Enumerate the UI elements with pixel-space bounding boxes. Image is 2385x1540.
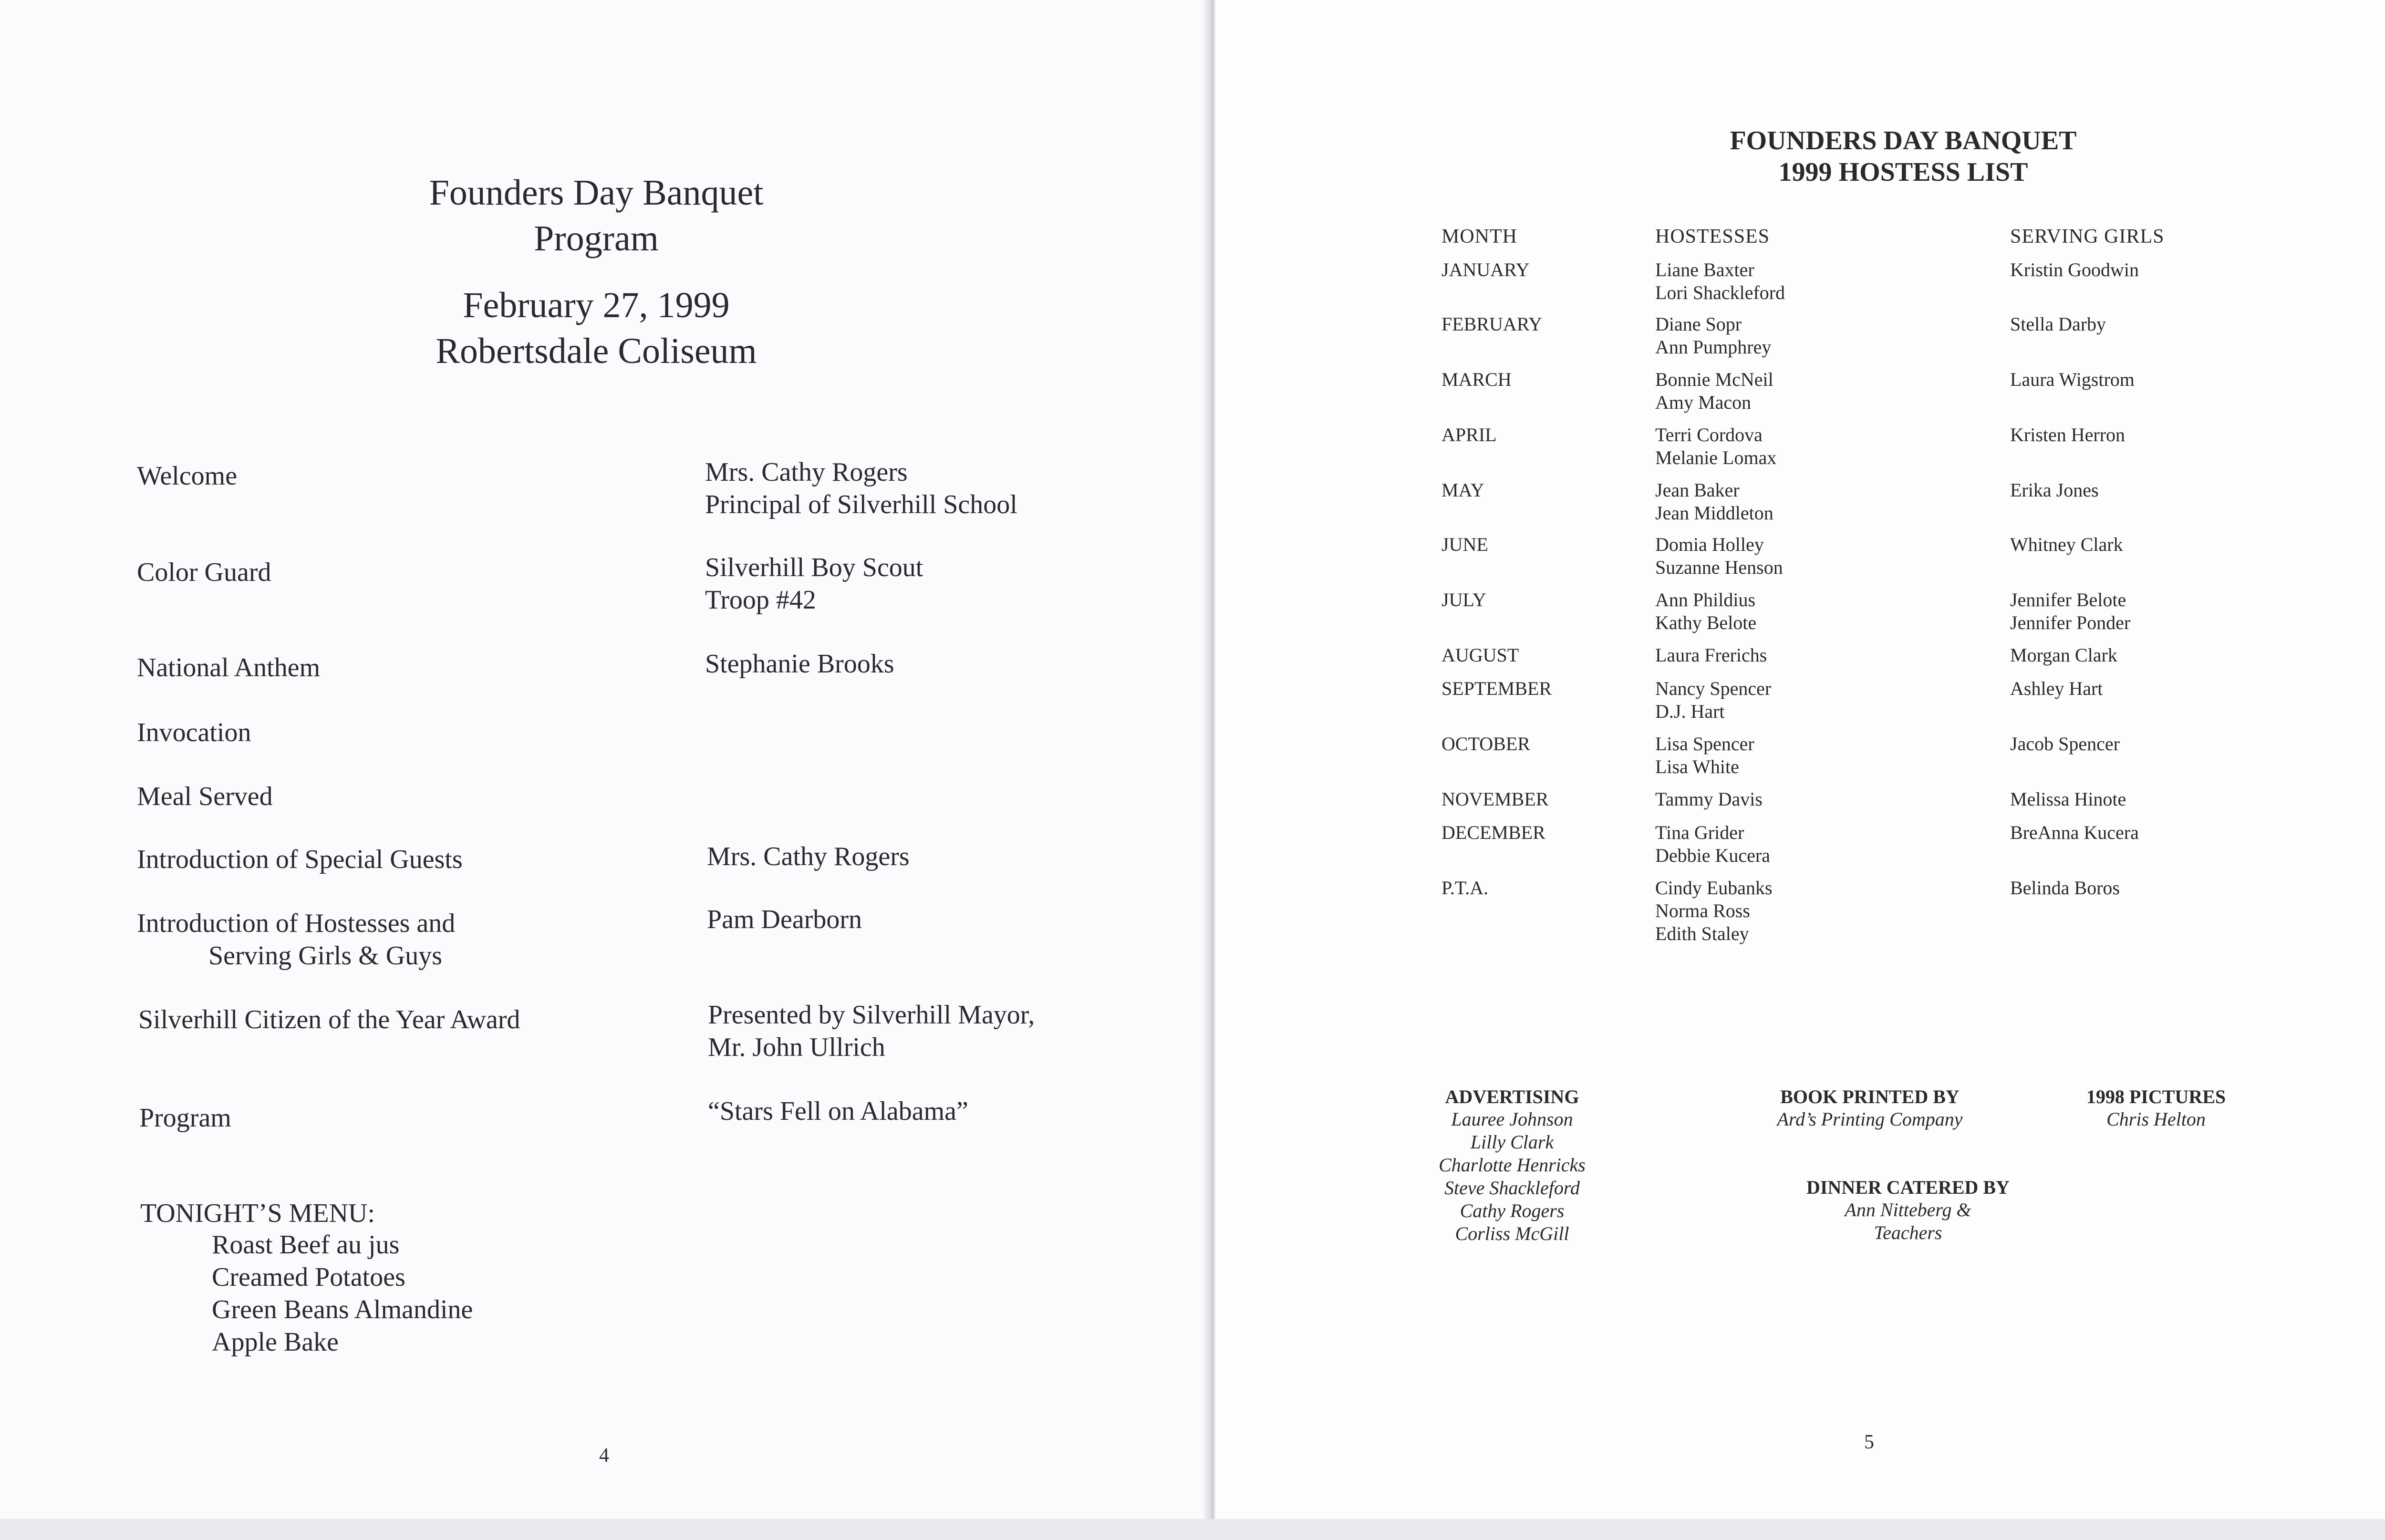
- table-cell: Lisa White: [1655, 756, 1739, 777]
- hostess-row-serving: [2010, 258, 2139, 281]
- hostess-row-hostesses: [1655, 479, 1773, 525]
- table-cell: Suzanne Henson: [1655, 557, 1783, 578]
- hostess-row-serving: [2010, 424, 2125, 446]
- credit-book-printed: BOOK PRINTED BY Ard’s Printing Company: [1777, 1086, 1963, 1130]
- hostess-row-hostesses: [1655, 644, 1767, 667]
- table-cell: DECEMBER: [1441, 822, 1545, 843]
- table-cell: NOVEMBER: [1441, 788, 1549, 810]
- credit-heading: ADVERTISING: [1445, 1086, 1579, 1107]
- event-venue: Robertsdale Coliseum: [436, 331, 757, 371]
- hostess-row-hostesses: [1655, 589, 1756, 634]
- table-cell: Kristen Herron: [2010, 424, 2126, 445]
- table-cell: Jean Baker: [1655, 479, 1740, 501]
- table-cell: Liane Baxter: [1655, 259, 1754, 280]
- program-item-program-label: Program: [139, 1103, 231, 1133]
- table-cell: SEPTEMBER: [1441, 678, 1552, 699]
- hostess-row-month: [1441, 877, 1488, 899]
- table-cell: Jennifer Ponder: [2010, 612, 2131, 633]
- program-item-national-anthem-label: National Anthem: [137, 653, 321, 682]
- column-header-month: MONTH: [1441, 226, 1517, 248]
- menu-item: Apple Bake: [212, 1327, 339, 1357]
- hostess-row-serving: [2010, 368, 2135, 391]
- hostess-row-hostesses: [1655, 258, 1785, 304]
- hostess-row-hostesses: [1655, 821, 1770, 867]
- table-cell: P.T.A.: [1441, 877, 1489, 899]
- table-cell: Terri Cordova: [1655, 424, 1763, 445]
- page-number-left: 4: [599, 1445, 609, 1467]
- program-item-meal-served-label: Meal Served: [137, 782, 273, 811]
- table-cell: Cindy Eubanks: [1655, 877, 1773, 899]
- hostess-row-month: [1441, 258, 1529, 281]
- table-cell: Kathy Belote: [1655, 612, 1757, 633]
- table-cell: Lori Shackleford: [1655, 282, 1785, 303]
- table-cell: Erika Jones: [2010, 479, 2099, 501]
- hostess-row-hostesses: [1655, 877, 1773, 945]
- table-cell: Jean Middleton: [1655, 502, 1773, 524]
- table-cell: Laura Frerichs: [1655, 644, 1767, 666]
- hostess-row-serving: [2010, 877, 2120, 899]
- page-bottom-edge: [0, 1519, 2385, 1540]
- program-item-special-guests-label: Introduction of Special Guests: [137, 845, 463, 874]
- table-cell: Amy Macon: [1655, 392, 1752, 413]
- hostess-row-hostesses: [1655, 313, 1771, 359]
- hostess-row-month: [1441, 368, 1512, 391]
- program-item-color-guard-label: Color Guard: [137, 558, 271, 587]
- hostess-row-month: [1441, 788, 1548, 811]
- table-cell: Tina Grider: [1655, 822, 1744, 843]
- table-cell: Jennifer Belote: [2010, 589, 2126, 610]
- hostess-row-month: [1441, 821, 1545, 844]
- table-cell: Norma Ross: [1655, 900, 1750, 921]
- column-header-hostesses: HOSTESSES: [1655, 226, 1770, 248]
- table-cell: Belinda Boros: [2010, 877, 2120, 899]
- hostess-row-month: [1441, 733, 1530, 755]
- hostess-list-title-text: FOUNDERS DAY BANQUET 1999 HOSTESS LIST: [1730, 126, 2077, 187]
- table-cell: Laura Wigstrom: [2010, 369, 2135, 390]
- hostess-row-month: [1441, 424, 1497, 446]
- table-cell: Lisa Spencer: [1655, 733, 1754, 754]
- table-cell: Melanie Lomax: [1655, 447, 1777, 468]
- program-item-color-guard-value: Silverhill Boy Scout Troop #42: [705, 553, 923, 615]
- hostess-row-hostesses: [1655, 424, 1776, 469]
- table-cell: Bonnie McNeil: [1655, 369, 1773, 390]
- event-date: February 27, 1999: [463, 285, 730, 325]
- table-cell: Ashley Hart: [2010, 678, 2103, 699]
- table-cell: Stella Darby: [2010, 313, 2106, 335]
- table-cell: Melissa Hinote: [2010, 788, 2126, 810]
- menu-item: Green Beans Almandine: [212, 1295, 473, 1324]
- program-item-hostesses-value: Pam Dearborn: [707, 905, 862, 934]
- table-cell: D.J. Hart: [1655, 701, 1725, 722]
- table-cell: Diane Sopr: [1655, 313, 1742, 335]
- hostess-row-hostesses: [1655, 677, 1771, 723]
- table-cell: Debbie Kucera: [1655, 845, 1770, 866]
- program-item-invocation-label: Invocation: [137, 718, 251, 747]
- table-cell: JUNE: [1441, 534, 1488, 555]
- program-item-hostesses-label: Introduction of Hostesses and Serving Girls & Guys: [137, 909, 456, 971]
- hostess-row-hostesses: [1655, 533, 1783, 579]
- hostess-row-serving: [2010, 533, 2123, 556]
- table-cell: Nancy Spencer: [1655, 678, 1772, 699]
- table-cell: OCTOBER: [1441, 733, 1530, 754]
- program-title-line-2: Program: [534, 218, 659, 258]
- hostess-row-hostesses: [1655, 788, 1763, 811]
- menu-item: Roast Beef au jus: [212, 1230, 400, 1260]
- hostess-row-month: [1441, 644, 1519, 667]
- hostess-row-serving: [2010, 313, 2106, 336]
- page-number-right: 5: [1864, 1431, 1874, 1453]
- menu-item: Creamed Potatoes: [212, 1262, 405, 1292]
- hostess-row-month: [1441, 589, 1486, 611]
- table-cell: FEBRUARY: [1441, 313, 1543, 335]
- hostess-row-serving: [2010, 644, 2117, 667]
- table-cell: Whitney Clark: [2010, 534, 2123, 555]
- table-cell: JANUARY: [1441, 259, 1530, 280]
- program-title-line-1: Founders Day Banquet: [429, 173, 764, 213]
- hostess-row-month: [1441, 677, 1552, 700]
- table-cell: BreAnna Kucera: [2010, 822, 2139, 843]
- credit-dinner-catered: DINNER CATERED BY Ann Nitteberg & Teachers: [1806, 1177, 2010, 1243]
- table-cell: Ann Pumphrey: [1655, 336, 1772, 358]
- credit-pictures: 1998 PICTURES Chris Helton: [2086, 1086, 2226, 1130]
- hostess-row-serving: [2010, 677, 2103, 700]
- right-page: [1215, 0, 2385, 1519]
- table-cell: Jacob Spencer: [2010, 733, 2120, 754]
- program-item-citizen-award-value: Presented by Silverhill Mayor, Mr. John Ullrich: [708, 1000, 1035, 1062]
- hostess-row-serving: [2010, 479, 2099, 502]
- table-cell: JULY: [1441, 589, 1486, 610]
- table-cell: APRIL: [1441, 424, 1497, 445]
- hostess-row-serving: [2010, 589, 2130, 634]
- program-item-national-anthem-value: Stephanie Brooks: [705, 649, 894, 679]
- hostess-row-serving: [2010, 821, 2139, 844]
- table-cell: Ann Phildius: [1655, 589, 1756, 610]
- hostess-row-hostesses: [1655, 733, 1754, 778]
- column-header-serving-girls: SERVING GIRLS: [2010, 226, 2165, 248]
- menu-list: [212, 1229, 473, 1358]
- table-cell: Edith Staley: [1655, 923, 1749, 944]
- menu-title: TONIGHT’S MENU:: [140, 1199, 375, 1228]
- table-cell: MAY: [1441, 479, 1484, 501]
- hostess-row-month: [1441, 313, 1542, 336]
- hostess-row-serving: [2010, 733, 2120, 755]
- program-item-special-guests-value: Mrs. Cathy Rogers: [707, 842, 910, 871]
- program-item-welcome-label: Welcome: [137, 461, 238, 491]
- program-item-welcome-value: Mrs. Cathy Rogers Principal of Silverhill School: [705, 457, 1017, 519]
- table-cell: AUGUST: [1441, 644, 1519, 666]
- hostess-row-month: [1441, 479, 1484, 502]
- table-cell: Domia Holley: [1655, 534, 1764, 555]
- table-cell: Kristin Goodwin: [2010, 259, 2139, 280]
- hostess-row-serving: [2010, 788, 2126, 811]
- table-cell: Tammy Davis: [1655, 788, 1763, 810]
- credit-advertising: ADVERTISING Lauree Johnson Lilly Clark Charlotte Henricks Steve Shackleford Cathy Rogers Corliss McGill: [1421, 1085, 1603, 1245]
- table-cell: Morgan Clark: [2010, 644, 2117, 666]
- program-item-program-value: “Stars Fell on Alabama”: [708, 1096, 968, 1126]
- hostess-row-hostesses: [1655, 368, 1773, 414]
- program-title: [0, 170, 1192, 261]
- program-item-citizen-award-label: Silverhill Citizen of the Year Award: [138, 1005, 520, 1034]
- table-cell: MARCH: [1441, 369, 1512, 390]
- hostess-row-month: [1441, 533, 1488, 556]
